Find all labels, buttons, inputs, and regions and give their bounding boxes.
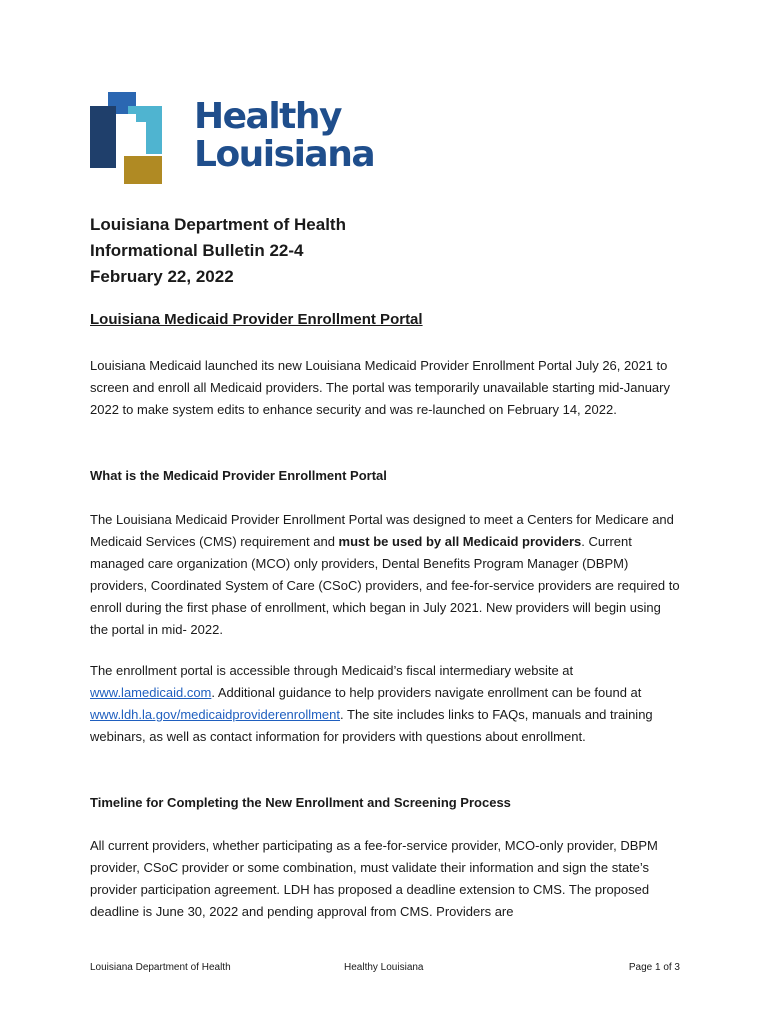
what-is-p1-text-a: The Louisiana Medicaid Provider Enrollment Portal was designed to meet a Centers for Medicare and Medicaid Services (CMS) requirement and — [90, 512, 674, 549]
what-is-p1-text-b: . Current managed care organization (MCO) only providers, Dental Benefits Program Manager (DBPM) providers, Coordinated System of Care (CSoC) providers, and fee-for-service providers are required to enroll during the first phase of enrollment, which began in July 2021. New providers will begin using the portal in mid- 2022. — [90, 534, 680, 637]
logo-block-navy-lower — [90, 150, 116, 168]
footer-page-number: Page 1 of 3 — [628, 962, 680, 973]
what-is-p1-bold: must be used by all Medicaid providers — [338, 534, 582, 549]
logo-block-white-cross-v — [120, 114, 136, 156]
what-is-heading: What is the Medicaid Provider Enrollment Portal — [90, 468, 387, 483]
logo-word-louisiana: Louisiana — [194, 134, 375, 175]
logo-block-gold — [124, 156, 162, 184]
timeline-heading: Timeline for Completing the New Enrollment and Screening Process — [90, 795, 511, 810]
logo-block-teal-right — [146, 106, 162, 154]
what-is-p2-text-b: . Additional guidance to help providers navigate enrollment can be found at — [211, 685, 642, 700]
logo-wordmark — [194, 98, 374, 174]
logo-cross-icon — [90, 92, 185, 187]
bulletin-heading — [90, 212, 690, 290]
lamedicaid-link[interactable]: www.lamedicaid.com — [90, 685, 212, 700]
timeline-paragraph: All current providers, whether participating as a fee-for-service provider, MCO-only provider, DBPM provider, CSoC provider or some combination, must validate their information and sign the state’s provider participation agreement. LDH has proposed a deadline extension to CMS. The proposed deadline is June 30, 2022 and pending approval from CMS. Providers are — [90, 838, 658, 919]
footer-center: Healthy Louisiana — [344, 962, 424, 973]
healthy-louisiana-logo — [90, 92, 375, 187]
page-footer — [90, 962, 680, 978]
what-is-p2-text-a: The enrollment portal is accessible through Medicaid’s fiscal intermediary website at — [90, 663, 574, 678]
logo-block-navy — [90, 106, 116, 156]
section-title: Louisiana Medicaid Provider Enrollment Portal — [90, 311, 423, 328]
heading-org: Louisiana Department of Health — [90, 215, 346, 234]
ldh-enrollment-link[interactable]: www.ldh.la.gov/medicaidproviderenrollment — [90, 707, 341, 722]
logo-word-healthy: Healthy — [194, 96, 341, 137]
footer-left: Louisiana Department of Health — [90, 962, 231, 973]
what-is-p2-text-c: . The site includes links to FAQs, manuals and training webinars, as well as contact information for providers with questions about enrollment. — [90, 707, 653, 744]
intro-paragraph: Louisiana Medicaid launched its new Louisiana Medicaid Provider Enrollment Portal July 26, 2021 to screen and enroll all Medicaid providers. The portal was temporarily unavailable starting mid-January 2022 to make system edits to enhance security and was re-launched on February 14, 2022. — [90, 358, 670, 417]
what-is-paragraph-2 — [90, 660, 680, 748]
what-is-paragraph-1 — [90, 509, 680, 641]
heading-date: February 22, 2022 — [90, 267, 234, 286]
heading-bulletin-number: Informational Bulletin 22-4 — [90, 241, 304, 260]
